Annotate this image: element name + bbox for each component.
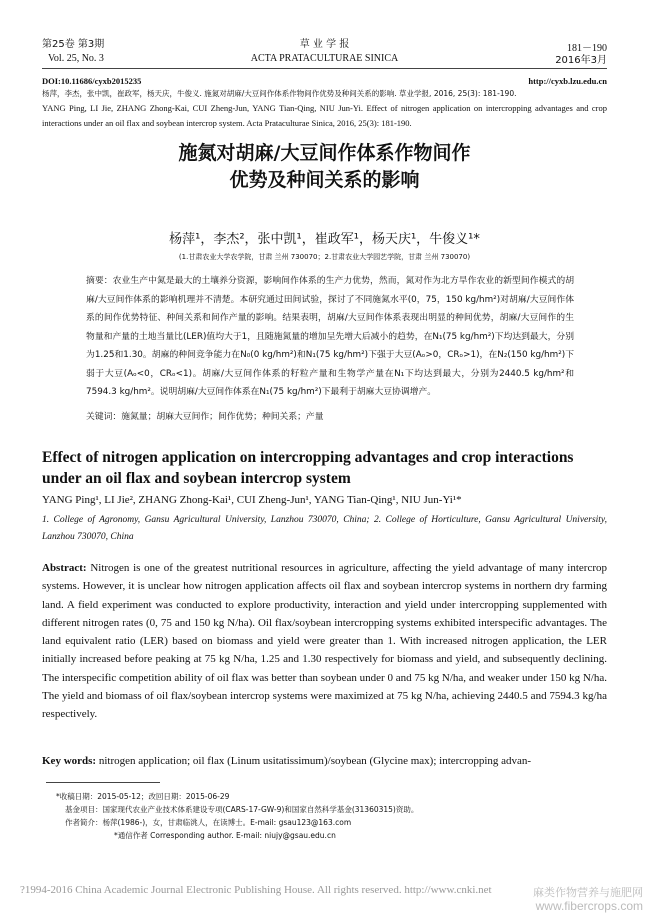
volume-zh: 第25卷 第3期: [42, 39, 105, 50]
keywords-en: [42, 752, 607, 770]
affiliations-en: 1. College of Agronomy, Gansu Agricultural University, Lanzhou 730070, China; 2. College of Horticulture, Gansu Agricultural University, Lanzhou 730070, China: [42, 515, 607, 542]
authors-en: YANG Ping¹, LI Jie², ZHANG Zhong-Kai¹, CUI Zheng-Jun¹, YANG Tian-Qing¹, NIU Jun-Yi¹*: [42, 494, 462, 506]
title-zh-line1: 施氮对胡麻/大豆间作体系作物间作: [178, 142, 471, 164]
footnote-received: *收稿日期：2015-05-12；改回日期：2015-06-29: [56, 792, 230, 801]
keywords-text: nitrogen application; oil flax (Linum usitatissimum)/soybean (Glycine max); intercropping advan-: [98, 755, 532, 767]
title-zh-line2: 优势及种间关系的影响: [229, 169, 420, 191]
watermark-line2: www.fibercrops.com: [535, 899, 643, 913]
keywords-label: Key words:: [42, 755, 97, 767]
citation-en: YANG Ping, LI Jie, ZHANG Zhong-Kai, CUI Zheng-Jun, YANG Tian-Qing, NIU Jun-Yi. Effect of nitrogen application on intercropping advantages and crop interactions under an oil flax and soybean intercrop system. Acta Prataculturae Sinica, 2016, 25(3): 181-190.: [42, 103, 607, 128]
affiliations-zh: (1.甘肃农业大学农学院，甘肃 兰州 730070；2.甘肃农业大学园艺学院，甘肃 兰州 730070): [178, 253, 471, 261]
header-rule: [42, 68, 607, 69]
abstract-en: [42, 559, 607, 724]
volume-en: Vol. 25, No. 3: [48, 53, 104, 64]
abstract-zh: 摘要：农业生产中氮是最大的土壤养分资源，影响间作体系的生产力优势，然而，氮对作为北方旱作农业的新型间作模式的胡麻/大豆间作体系的影响机理并不清楚。本研究通过田间试验，探讨了不同施氮水平(0，75，150 kg/hm²)对胡麻/大豆间作体系的间作优势特征、种间关系和间作产量的影响。结果表明，胡麻/大豆间作体系表现出明显的种间优势，胡麻/大豆间作的生物量和产量的土地当量比(LER)值均大于1，且随施氮量的增加呈先增大后减小的趋势，在N₁(75 kg/hm²)下均达到最大，分别为1.25和1.30。胡麻的种间竞争能力在N₀(0 kg/hm²)和N₁(75 kg/hm²)下强于大豆(Aₒ>0，CRₒ>1)，在N₂(150 kg/hm²)下弱于大豆(Aₒ<0，CRₒ<1)。胡麻/大豆间作体系的籽粒产量和生物学产量在N₁下均达到最大，分别为2440.5 kg/hm²和7594.3 kg/hm²。说明胡麻/大豆间作体系在N₁(75 kg/hm²)下最利于胡麻大豆协调增产。: [86, 276, 574, 397]
doi: DOI:10.11686/cyxb2015235: [42, 76, 142, 86]
footnotes: [56, 790, 418, 842]
issue-date: 2016年3月: [555, 55, 607, 66]
journal-url[interactable]: http://cyxb.lzu.edu.cn: [528, 76, 607, 86]
watermark-line1: 麻类作物营养与施肥网: [533, 886, 643, 899]
abstract-text: Nitrogen is one of the greatest nutritional resources in agriculture, affecting the yield advantage of many intercrop systems. However, it is unclear how nitrogen application affects oil flax and soybean intercrop systems in northern dry farming land. A field experiment was conducted to explore productivity, interaction and yield under intercropping supplemented with different nitrogen rates (0, 75 and 150 kg N/ha). Oil flax/soybean intercropping systems exhibited interspecific advantages. The land equivalent ratio (LER) based on biomass and yield were greater than 1. With increased nitrogen application, the LER initially increased before peaking at 75 kg N/ha, 1.25 and 1.30 respectively for biomass and yield, and subsequently declining. The interspecific competition ability of oil flax was better than soybean under 0 and 75 kg N/ha, and weaker under 150 kg N/ha. The yield and biomass of oil flax/soybean intercrop systems were maximized at 75 kg N/ha, achieving 2440.5 and 7594.3 kg/ha respectively.: [42, 562, 608, 721]
journal-zh: 草 业 学 报: [299, 39, 350, 50]
citation-zh: 杨萍，李杰，张中凯，崔政军，杨天庆，牛俊义. 施氮对胡麻/大豆间作体系作物间作优势及种间关系的影响. 草业学报, 2016, 25(3): 181-190.: [42, 89, 517, 98]
footnote-funding: 基金项目：国家现代农业产业技术体系建设专项(CARS-17-GW-9)和国家自然科学基金(31360315)资助。: [65, 805, 419, 814]
title-en: Effect of nitrogen application on intercropping advantages and crop interactions under an oil flax and soybean intercrop system: [42, 449, 574, 487]
abstract-label: Abstract:: [42, 562, 87, 574]
journal-en: ACTA PRATACULTURAE SINICA: [250, 53, 399, 64]
keywords-zh: 关键词：施氮量；胡麻大豆间作；间作优势；种间关系；产量: [86, 412, 324, 422]
footnote-corresponding: *通信作者 Corresponding author. E-mail: niujy@gsau.edu.cn: [114, 831, 336, 840]
page-range: 181－190: [567, 43, 607, 54]
footnote-author-bio: 作者简介：杨萍(1986-)，女，甘肃临洮人，在读博士。E-mail: gsau123@163.com: [65, 818, 352, 827]
authors-zh: 杨萍¹，李杰²，张中凯¹，崔政军¹，杨天庆¹，牛俊义¹*: [169, 232, 480, 247]
copyright-footer: ?1994-2016 China Academic Journal Electronic Publishing House. All rights reserved. http://www.cnki.net: [20, 884, 492, 896]
footnote-rule: [46, 782, 160, 783]
